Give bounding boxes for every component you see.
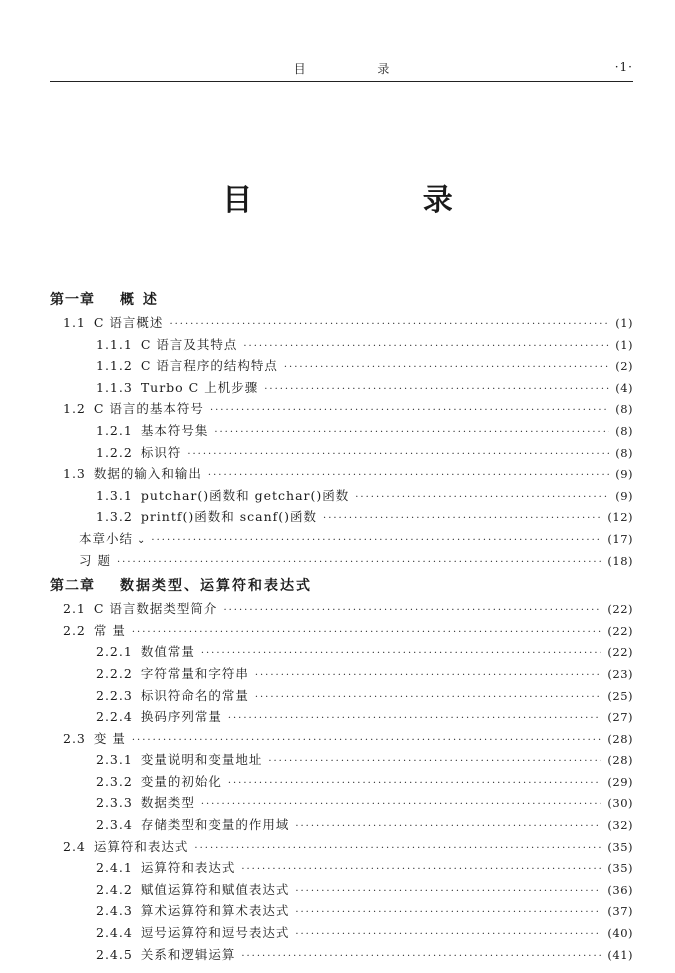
toc-entry-number: 1.2 [63,401,86,417]
dot-leader [187,444,609,466]
toc-entry-row[interactable] [50,771,633,793]
toc-entry-number: 1.1.2 [96,358,133,374]
toc-entry-number: 2.4.5 [96,946,133,962]
toc-entry-page: (8) [615,402,633,417]
dot-leader [284,357,609,379]
dot-leader [228,773,602,795]
toc-entry-title: 常 量 [93,622,126,638]
toc-entry-title: C 语言程序的结构特点 [140,358,278,374]
toc-entry-number: 2.3.4 [96,817,133,833]
toc-entry-title: putchar()函数和 getchar()函数 [140,487,350,503]
dot-leader [201,643,602,665]
toc-entry-row[interactable] [50,377,633,399]
toc-chapter-row[interactable] [50,574,633,598]
toc-entry-number: 1.3.2 [96,509,133,525]
toc-entry-number: 2.3 [63,730,86,746]
toc-entry-page: (28) [607,731,633,746]
toc-entry-number: 2.1 [63,601,86,617]
toc-entry-page: (18) [607,553,633,568]
toc-entry-title: 本章小结 [79,530,134,546]
toc-entry-title: 算术运算符和算术表达式 [140,903,290,919]
toc-entry-page: (40) [607,926,633,941]
toc-entry-page: (37) [607,904,633,919]
dot-leader [228,708,602,730]
toc-entry-number: 2.3.1 [96,752,133,768]
toc-entry-row[interactable] [50,355,633,377]
toc-entry-row[interactable] [50,663,633,685]
dot-leader [201,794,602,816]
toc-entry-row[interactable] [50,641,633,663]
toc-entry-number: 1.1.3 [96,379,133,395]
toc-entry-row[interactable] [50,836,633,858]
dot-leader [241,946,601,968]
toc-entry-row[interactable] [50,550,633,572]
dot-leader [169,314,609,336]
toc-entry-title: C 语言概述 [93,315,164,330]
running-header-page-number: ·1· [614,60,633,74]
toc-entry-title: 运算符和表达式 [93,838,189,854]
toc-entry-number: 1.1 [63,315,86,330]
toc-entry-title: 字符常量和字符串 [140,665,249,681]
toc-entry-row[interactable] [50,506,633,528]
header-rule [50,81,633,82]
toc-entry-row[interactable] [50,398,633,420]
toc-entry-title: C 语言的基本符号 [93,401,204,417]
chevron-down-icon: ⌄ [137,534,146,546]
toc-entry-number: 1.3 [63,466,86,482]
toc-entry-page: (17) [607,531,633,546]
toc-entry-page: (30) [607,796,633,811]
dot-leader [295,881,601,903]
dot-leader [132,730,602,752]
running-header [50,58,633,80]
dot-leader [194,838,601,860]
toc-entry-row[interactable] [50,463,633,485]
toc-entry-row[interactable] [50,857,633,879]
toc-entry-page: (1) [615,337,633,352]
toc-entry-title: 概 述 [120,292,159,308]
toc-entry-page: (25) [607,688,633,703]
toc-entry-number: 2.2.4 [96,709,133,725]
toc-entry-number: 2.4.2 [96,881,133,897]
toc-entry-number: 2.2 [63,622,86,638]
toc-entry-page: (32) [607,818,633,833]
dot-leader [323,508,601,530]
dot-leader [255,665,602,687]
toc-entry-row[interactable] [50,944,633,966]
toc-entry-title: 数值常量 [140,644,195,660]
dot-leader [210,400,609,422]
toc-entry-number: 2.4.1 [96,860,133,876]
dot-leader [117,552,601,574]
dot-leader [208,465,609,487]
toc-entry-row[interactable] [50,900,633,922]
toc-entry-row[interactable] [50,814,633,836]
toc-entry-page: (35) [607,861,633,876]
toc-entry-row[interactable] [50,528,633,550]
toc-entry-row[interactable] [50,485,633,507]
toc-entry-row[interactable] [50,728,633,750]
dot-leader [223,600,601,622]
toc-entry-number: 1.1.1 [96,336,133,352]
toc-chapter-row[interactable] [50,288,633,312]
toc-entry-row[interactable] [50,620,633,642]
toc-entry-number: 1.3.1 [96,487,133,503]
toc-entry-page: (22) [607,623,633,638]
toc-entry-row[interactable] [50,598,633,620]
dot-leader [295,902,601,924]
toc-entry-title: 标识符命名的常量 [140,687,249,703]
toc-entry-title: 变 量 [93,730,126,746]
toc-entry-title: C 语言数据类型简介 [93,601,218,617]
toc-entry-page: (27) [607,710,633,725]
toc-entry-title: 数据的输入和输出 [93,466,202,482]
dot-leader [255,687,602,709]
toc-entry-page: (36) [607,882,633,897]
toc-entry-row[interactable] [50,442,633,464]
toc-entry-title: 赋值运算符和赋值表达式 [140,881,290,897]
toc-entry-row[interactable] [50,706,633,728]
toc-entry-number: 2.3.2 [96,773,133,789]
dot-leader [268,751,601,773]
toc-entry-page: (4) [615,380,633,395]
toc-entry-page: (29) [607,774,633,789]
running-header-title: 目 录 [293,62,424,76]
toc-entry-title: 变量的初始化 [140,773,222,789]
toc-entry-page: (22) [607,602,633,617]
toc-entry-page: (23) [607,666,633,681]
toc-entry-title: C 语言及其特点 [140,336,238,352]
toc-entry-row[interactable] [50,685,633,707]
toc-entry-row[interactable] [50,312,633,334]
dot-leader [355,487,609,509]
toc-entry-page: (1) [615,316,633,330]
toc-entry-title: 存储类型和变量的作用域 [140,817,290,833]
toc-entry-title: 数据类型、运算符和表达式 [120,578,312,595]
toc-entry-row[interactable] [50,334,633,356]
toc-entry-number: 2.4.3 [96,903,133,919]
toc-entry-number: 2.2.3 [96,687,133,703]
toc-entry-number: 第一章 [50,292,95,308]
toc-entry-page: (12) [607,510,633,525]
toc-entry-row[interactable] [50,420,633,442]
dot-leader [295,924,601,946]
toc-entry-page: (9) [615,488,633,503]
toc-entry-title: 习 题 [79,552,111,568]
dot-leader [241,859,601,881]
toc-entry-title: 变量说明和变量地址 [140,752,263,768]
dot-leader [243,336,609,358]
dot-leader [151,530,601,552]
toc-entry-title: 运算符和表达式 [140,860,236,876]
toc-entry-page: (8) [615,423,633,438]
toc-entry-row[interactable] [50,792,633,814]
toc-entry-page: (22) [607,645,633,660]
table-of-contents [50,288,633,965]
toc-entry-title: Turbo C 上机步骤 [140,379,259,395]
toc-entry-number: 2.4 [63,838,86,854]
toc-entry-page: (28) [607,753,633,768]
toc-entry-row[interactable] [50,879,633,901]
toc-entry-title: printf()函数和 scanf()函数 [140,509,318,525]
toc-entry-number: 1.2.2 [96,444,133,460]
page-title: 目 录 [222,183,533,218]
toc-entry-number: 1.2.1 [96,422,133,438]
toc-entry-page: (41) [607,947,633,962]
toc-entry-row[interactable] [50,922,633,944]
toc-entry-title: 数据类型 [140,795,195,811]
toc-entry-title: 换码序列常量 [140,709,222,725]
dot-leader [295,816,601,838]
dot-leader [264,379,609,401]
toc-entry-page: (8) [615,445,633,460]
dot-leader [132,622,602,644]
toc-entry-number: 第二章 [50,578,95,595]
toc-entry-title: 标识符 [140,444,182,460]
dot-leader [214,422,609,444]
toc-entry-row[interactable] [50,749,633,771]
toc-entry-number: 2.2.2 [96,665,133,681]
toc-entry-title: 基本符号集 [140,422,209,438]
toc-entry-page: (9) [615,467,633,482]
toc-entry-title: 关系和逻辑运算 [140,946,236,962]
toc-entry-number: 2.2.1 [96,644,133,660]
toc-entry-number: 2.3.3 [96,795,133,811]
toc-entry-number: 2.4.4 [96,925,133,941]
toc-entry-page: (2) [615,359,633,374]
toc-entry-page: (35) [607,839,633,854]
toc-entry-title: 逗号运算符和逗号表达式 [140,925,290,941]
